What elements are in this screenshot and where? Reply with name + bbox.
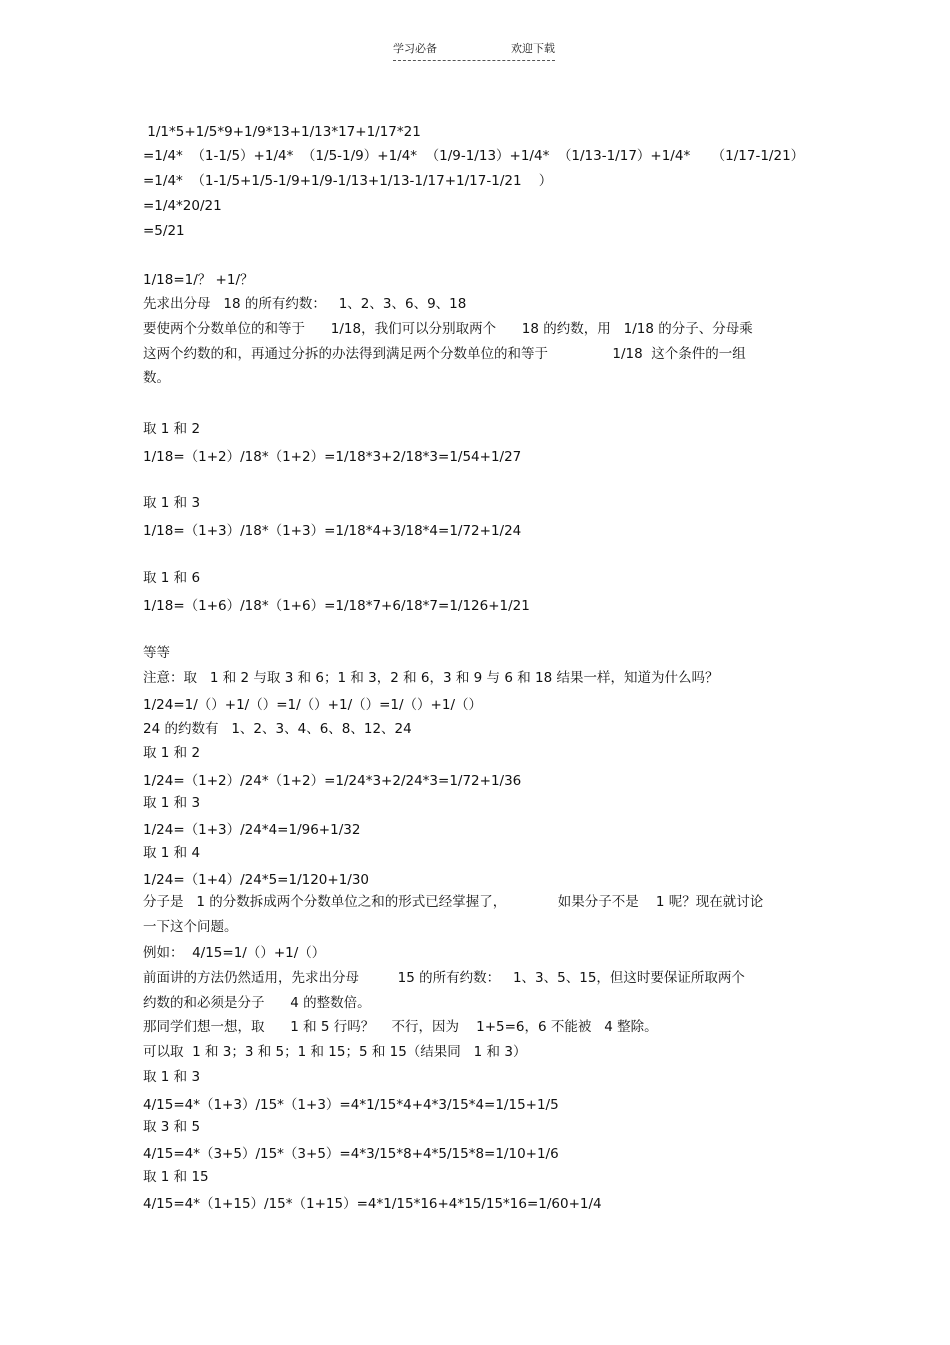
text-line: 1/24=（1+3）/24*4=1/96+1/32 — [143, 822, 361, 838]
text-line: 先求出分母 18 的所有约数： 1、2、3、6、9、18 — [143, 296, 467, 312]
text-line: 那同学们想一想，取 1 和 5 行吗？ 不行，因为 1+5=6，6 不能被 4 整除。 — [143, 1019, 658, 1035]
text-line: 1/24=（1+4）/24*5=1/120+1/30 — [143, 872, 370, 888]
text-line: 取 1 和 3 — [143, 1069, 201, 1085]
text-line: 分子是 1 的分数拆成两个分数单位之和的形式已经掌握了， 如果分子不是 1 呢？现在就讨论 — [143, 894, 764, 910]
text-line: 等等 — [143, 645, 170, 661]
text-line: 24 的约数有 1、2、3、4、6、8、12、24 — [143, 721, 412, 737]
text-line: 注意：取 1 和 2 与取 3 和 6；1 和 3，2 和 6，3 和 9 与 6 和 18 结果一样，知道为什么吗？ — [143, 670, 719, 686]
text-line: 可以取 1 和 3；3 和 5；1 和 15；5 和 15（结果同 1 和 3） — [143, 1044, 527, 1060]
text-line: 1/18=1/？ +1/？ — [143, 272, 254, 288]
text-line: 约数的和必须是分子 4 的整数倍。 — [143, 995, 371, 1011]
header-left-text: 学习必备 — [393, 42, 437, 55]
text-line: 取 1 和 3 — [143, 495, 201, 511]
text-line: =1/4*20/21 — [143, 198, 222, 214]
text-line: 一下这个问题。 — [143, 919, 238, 935]
text-line: 4/15=4*（3+5）/15*（3+5）=4*3/15*8+4*5/15*8=1/10+1/6 — [143, 1146, 559, 1162]
text-line: 数。 — [143, 370, 170, 386]
text-line: 取 1 和 2 — [143, 745, 201, 761]
text-line: 取 3 和 5 — [143, 1119, 201, 1135]
text-line: 取 1 和 6 — [143, 570, 201, 586]
text-line: 1/24=1/（）+1/（）=1/（）+1/（）=1/（）+1/（） — [143, 697, 483, 713]
text-line: 取 1 和 2 — [143, 421, 201, 437]
text-line: 前面讲的方法仍然适用，先求出分母 15 的所有约数： 1、3、5、15，但这时要保证所取两个 — [143, 970, 745, 986]
text-line: 1/18=（1+2）/18*（1+2）=1/18*3+2/18*3=1/54+1/27 — [143, 449, 522, 465]
text-line: =5/21 — [143, 223, 185, 239]
text-line: 4/15=4*（1+3）/15*（1+3）=4*1/15*4+4*3/15*4=1/15+1/5 — [143, 1097, 559, 1113]
text-line: 取 1 和 3 — [143, 795, 201, 811]
text-line: 4/15=4*（1+15）/15*（1+15）=4*1/15*16+4*15/15*16=1/60+1/4 — [143, 1196, 602, 1212]
page-header — [393, 40, 555, 61]
text-line: 1/1*5+1/5*9+1/9*13+1/13*17+1/17*21 — [143, 124, 421, 140]
text-line: 1/24=（1+2）/24*（1+2）=1/24*3+2/24*3=1/72+1/36 — [143, 773, 522, 789]
text-line: 要使两个分数单位的和等于 1/18，我们可以分别取两个 18 的约数，用 1/18 的分子、分母乘 — [143, 321, 753, 337]
text-line: 1/18=（1+3）/18*（1+3）=1/18*4+3/18*4=1/72+1/24 — [143, 523, 522, 539]
text-line: =1/4* （1-1/5+1/5-1/9+1/9-1/13+1/13-1/17+1/17-1/21 ） — [143, 173, 553, 189]
text-line: 1/18=（1+6）/18*（1+6）=1/18*7+6/18*7=1/126+1/21 — [143, 598, 530, 614]
header-right-text: 欢迎下载 — [511, 42, 555, 55]
text-line: 取 1 和 4 — [143, 845, 201, 861]
text-line: 取 1 和 15 — [143, 1169, 209, 1185]
text-line: 这两个约数的和，再通过分拆的办法得到满足两个分数单位的和等于 1/18 这个条件的一组 — [143, 346, 746, 362]
text-line: 例如： 4/15=1/（）+1/（） — [143, 945, 326, 961]
text-line: =1/4* （1-1/5）+1/4* （1/5-1/9）+1/4* （1/9-1/13）+1/4* （1/13-1/17）+1/4* （1/17-1/21） — [143, 148, 805, 164]
